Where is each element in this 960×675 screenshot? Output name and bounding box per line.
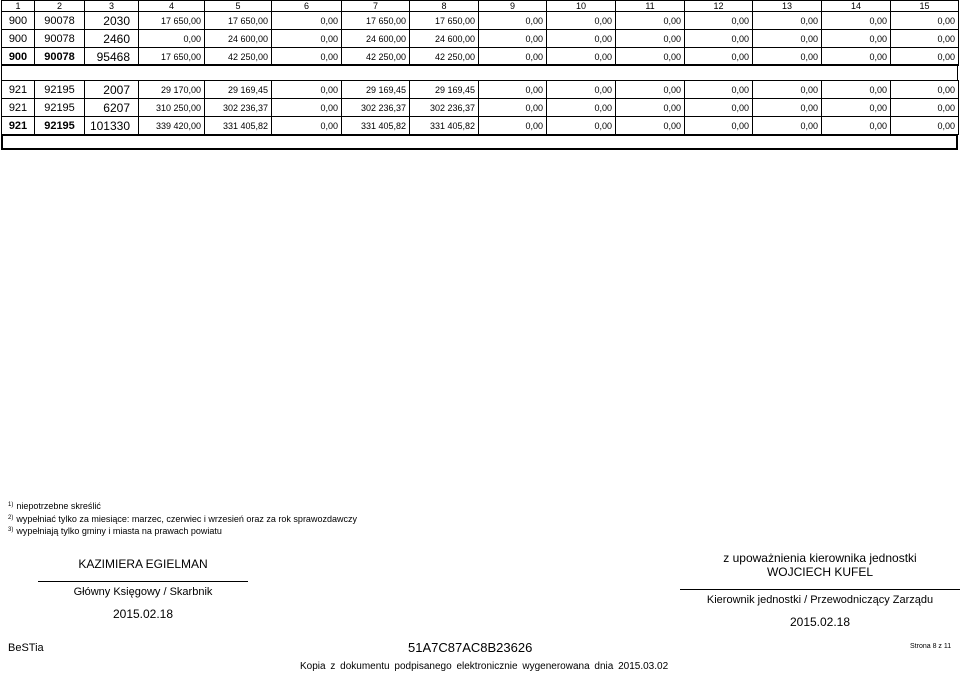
amount-cell: 0,00 [753, 99, 822, 117]
amount-cell: 0,00 [547, 99, 616, 117]
amount-cell: 0,00 [891, 99, 959, 117]
footnotes [8, 500, 357, 538]
amount-cell: 17 650,00 [139, 12, 205, 30]
amount-cell: 0,00 [547, 30, 616, 48]
paragraph-code: 6207 [85, 99, 139, 117]
column-number: 12 [685, 1, 753, 12]
amount-cell: 17 650,00 [205, 12, 272, 30]
amount-cell: 0,00 [616, 81, 685, 99]
copy-notice: Kopia z dokumentu podpisanego elektronicznie wygenerowana dnia 2015.03.02 [300, 661, 669, 672]
amount-cell: 17 650,00 [410, 12, 479, 30]
amount-cell: 0,00 [753, 48, 822, 66]
amount-cell: 0,00 [479, 117, 547, 135]
amount-cell: 0,00 [891, 48, 959, 66]
signature-line [38, 581, 248, 582]
column-number: 10 [547, 1, 616, 12]
blank-closing-row [1, 134, 958, 150]
column-number: 7 [342, 1, 410, 12]
signature-date: 2015.02.18 [789, 615, 851, 629]
amount-cell: 0,00 [479, 12, 547, 30]
software-name: BeSTia [8, 642, 44, 654]
amount-cell: 0,00 [272, 12, 342, 30]
amount-cell: 331 405,82 [342, 117, 410, 135]
authorization-note: z upoważnienia kierownika jednostki [723, 551, 917, 565]
amount-cell: 0,00 [479, 48, 547, 66]
signer-name: KAZIMIERA EGIELMAN [78, 557, 208, 571]
amount-cell: 0,00 [685, 99, 753, 117]
column-number: 4 [139, 1, 205, 12]
paragraph-code: 101330 [85, 117, 139, 135]
amount-cell: 0,00 [616, 48, 685, 66]
footnote-1: $^{1)}$ niepotrzebne skreślić [8, 501, 101, 511]
amount-cell: 29 169,45 [410, 81, 479, 99]
amount-cell: 42 250,00 [205, 48, 272, 66]
amount-cell: 29 169,45 [205, 81, 272, 99]
amount-cell: 0,00 [822, 81, 891, 99]
chapter-code: 92195 [35, 81, 85, 99]
amount-cell: 0,00 [547, 81, 616, 99]
amount-cell: 0,00 [753, 30, 822, 48]
chapter-code: 92195 [35, 117, 85, 135]
amount-cell: 0,00 [685, 117, 753, 135]
amount-cell: 0,00 [616, 99, 685, 117]
column-number: 11 [616, 1, 685, 12]
amount-cell: 302 236,37 [205, 99, 272, 117]
amount-cell: 339 420,00 [139, 117, 205, 135]
amount-cell: 0,00 [272, 117, 342, 135]
section-code: 921 [2, 117, 35, 135]
amount-cell: 0,00 [753, 117, 822, 135]
column-number: 9 [479, 1, 547, 12]
amount-cell: 0,00 [685, 81, 753, 99]
amount-cell: 0,00 [479, 81, 547, 99]
blank-separator-row [1, 64, 958, 81]
paragraph-code: 2460 [85, 30, 139, 48]
amount-cell: 24 600,00 [205, 30, 272, 48]
column-number: 14 [822, 1, 891, 12]
section-code: 900 [2, 30, 35, 48]
column-number: 5 [205, 1, 272, 12]
section-code: 921 [2, 99, 35, 117]
chapter-code: 92195 [35, 99, 85, 117]
amount-cell: 0,00 [616, 117, 685, 135]
budget-table-group1 [1, 0, 959, 66]
amount-cell: 0,00 [891, 30, 959, 48]
amount-cell: 0,00 [139, 30, 205, 48]
amount-cell: 0,00 [547, 117, 616, 135]
signer-role: Kierownik jednostki / Przewodniczący Zarządu [706, 594, 934, 606]
table-row [2, 117, 959, 135]
column-number: 13 [753, 1, 822, 12]
amount-cell: 24 600,00 [410, 30, 479, 48]
signer-role: Główny Księgowy / Skarbnik [73, 586, 213, 598]
amount-cell: 0,00 [753, 81, 822, 99]
amount-cell: 0,00 [479, 99, 547, 117]
budget-table-group2 [1, 80, 959, 135]
paragraph-code: 2007 [85, 81, 139, 99]
table-row [2, 48, 959, 66]
column-number: 2 [35, 1, 85, 12]
amount-cell: 0,00 [685, 48, 753, 66]
amount-cell: 0,00 [479, 30, 547, 48]
table-row [2, 30, 959, 48]
amount-cell: 0,00 [547, 12, 616, 30]
amount-cell: 310 250,00 [139, 99, 205, 117]
amount-cell: 331 405,82 [410, 117, 479, 135]
footnote-3: $^{3)}$ wypełniają tylko gminy i miasta na prawach powiatu [8, 526, 222, 536]
amount-cell: 0,00 [616, 30, 685, 48]
amount-cell: 42 250,00 [342, 48, 410, 66]
amount-cell: 42 250,00 [410, 48, 479, 66]
footnote-2: $^{2)}$ wypełniać tylko za miesiące: marzec, czerwiec i wrzesień oraz za rok sprawozdawczy [8, 513, 357, 524]
amount-cell: 0,00 [891, 117, 959, 135]
column-number: 3 [85, 1, 139, 12]
amount-cell: 0,00 [753, 12, 822, 30]
amount-cell: 0,00 [822, 117, 891, 135]
amount-cell: 0,00 [616, 12, 685, 30]
column-number: 15 [891, 1, 959, 12]
signature-line [680, 589, 960, 590]
amount-cell: 0,00 [822, 30, 891, 48]
amount-cell: 0,00 [822, 48, 891, 66]
table-row [2, 81, 959, 99]
amount-cell: 0,00 [272, 48, 342, 66]
amount-cell: 0,00 [685, 30, 753, 48]
page-number: Strona 8 z 11 [910, 643, 952, 650]
column-number-header-row [2, 1, 959, 12]
amount-cell: 331 405,82 [205, 117, 272, 135]
amount-cell: 0,00 [272, 99, 342, 117]
section-code: 900 [2, 48, 35, 66]
paragraph-code: 2030 [85, 12, 139, 30]
signature-date: 2015.02.18 [112, 607, 174, 621]
amount-cell: 29 170,00 [139, 81, 205, 99]
chapter-code: 90078 [35, 30, 85, 48]
chapter-code: 90078 [35, 12, 85, 30]
amount-cell: 17 650,00 [139, 48, 205, 66]
amount-cell: 0,00 [822, 12, 891, 30]
amount-cell: 302 236,37 [410, 99, 479, 117]
section-code: 900 [2, 12, 35, 30]
column-number: 6 [272, 1, 342, 12]
amount-cell: 0,00 [822, 99, 891, 117]
table-row [2, 99, 959, 117]
amount-cell: 17 650,00 [342, 12, 410, 30]
amount-cell: 29 169,45 [342, 81, 410, 99]
chapter-code: 90078 [35, 48, 85, 66]
signer-name: WOJCIECH KUFEL [766, 565, 873, 579]
amount-cell: 24 600,00 [342, 30, 410, 48]
amount-cell: 0,00 [547, 48, 616, 66]
amount-cell: 0,00 [272, 81, 342, 99]
amount-cell: 0,00 [891, 81, 959, 99]
signature-head-of-unit [680, 551, 960, 629]
amount-cell: 0,00 [685, 12, 753, 30]
column-number: 8 [410, 1, 479, 12]
paragraph-code: 95468 [85, 48, 139, 66]
amount-cell: 0,00 [891, 12, 959, 30]
signature-chief-accountant [38, 557, 248, 621]
section-code: 921 [2, 81, 35, 99]
column-number: 1 [2, 1, 35, 12]
amount-cell: 302 236,37 [342, 99, 410, 117]
table-row [2, 12, 959, 30]
document-code: 51A7C87AC8B23626 [408, 640, 533, 655]
amount-cell: 0,00 [272, 30, 342, 48]
